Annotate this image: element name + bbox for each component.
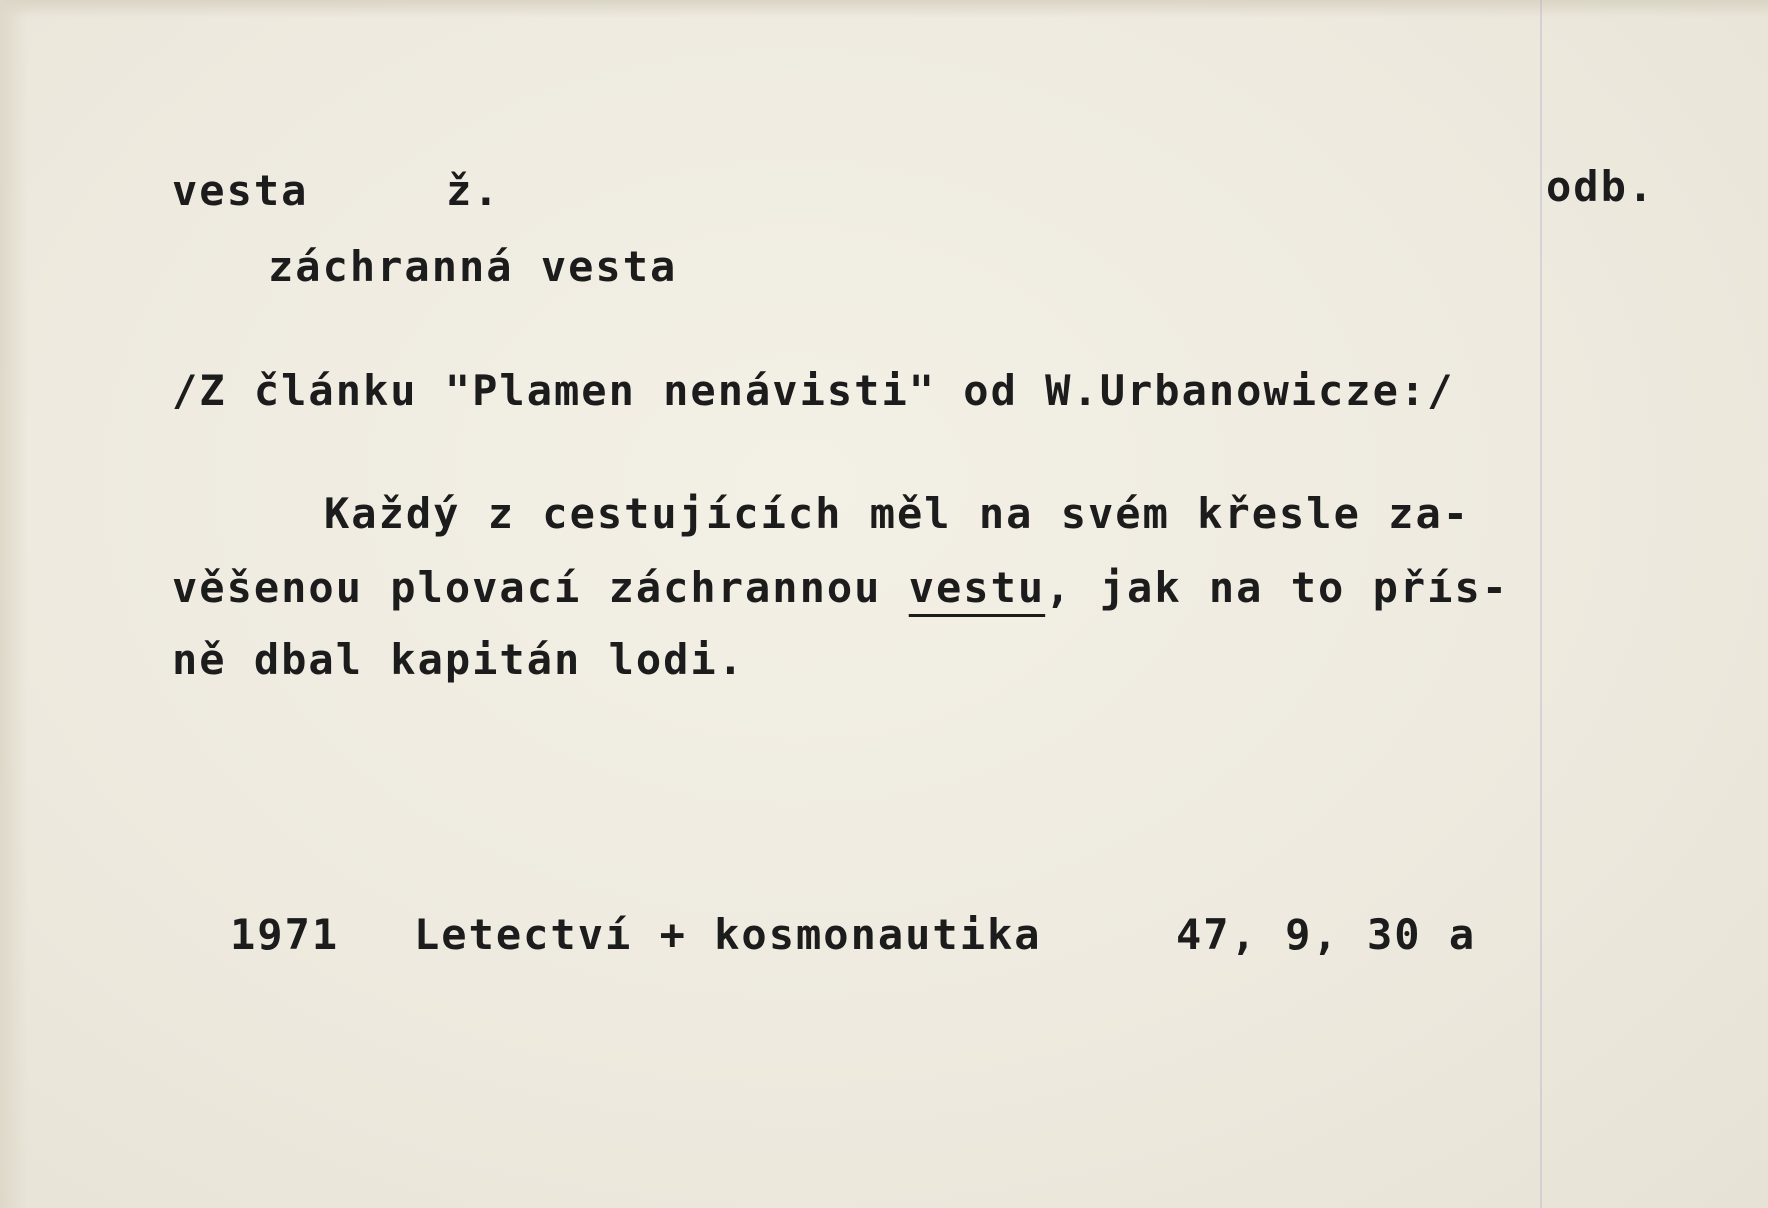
- quote-line-3: ně dbal kapitán lodi.: [172, 635, 746, 684]
- quote-line-2: [172, 563, 1510, 612]
- underlined-headword: vestu: [908, 563, 1046, 612]
- quote-line-1: Každý z cestujících měl na svém křesle za-: [324, 489, 1471, 538]
- quote-line-2-end: , jak na to přís-: [1045, 563, 1510, 612]
- card-left-edge: [0, 0, 28, 1208]
- card-top-edge: [0, 0, 1768, 18]
- citation-reference: 47, 9, 30 a: [1176, 910, 1477, 959]
- phrase: záchranná vesta: [268, 242, 678, 291]
- citation-publication: Letectví + kosmonautika: [414, 910, 1042, 959]
- headword: vesta: [172, 166, 309, 215]
- citation-year: 1971: [230, 910, 340, 959]
- field-label: odb.: [1546, 162, 1656, 211]
- gender-label: ž.: [446, 166, 501, 215]
- source-note: /Z článku "Plamen nenávisti" od W.Urbanowicze:/: [172, 366, 1455, 415]
- quote-line-2-start: věšenou plovací záchrannou: [172, 563, 909, 612]
- vertical-ruling-line: [1540, 0, 1542, 1208]
